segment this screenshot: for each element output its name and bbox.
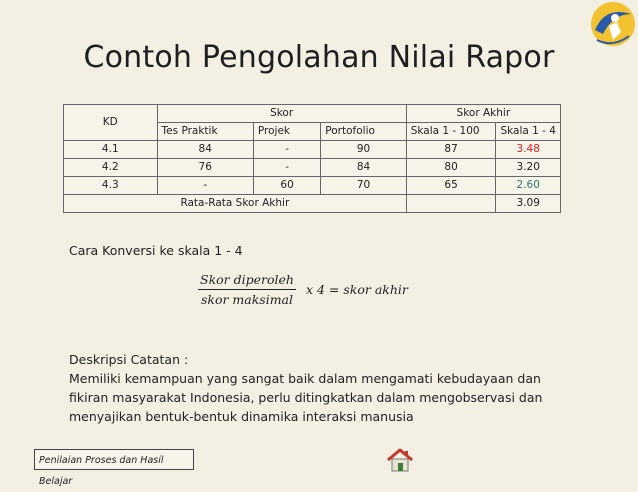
formula-rhs: x 4 = skor akhir xyxy=(305,282,408,297)
home-icon[interactable] xyxy=(385,447,415,473)
cell-projek: - xyxy=(253,141,320,159)
description xyxy=(69,350,589,426)
formula-numerator: Skor diperoleh xyxy=(198,272,296,290)
header-skor-akhir: Skor Akhir xyxy=(406,105,560,123)
cell-kd: 4.1 xyxy=(64,141,158,159)
cell-kd: 4.2 xyxy=(64,159,158,177)
average-row xyxy=(64,195,561,213)
table-row xyxy=(64,159,561,177)
cell-skala-4: 3.48 xyxy=(496,141,561,159)
cell-portofolio: 70 xyxy=(321,177,406,195)
formula-fraction xyxy=(198,272,296,307)
footer-label: Penilaian Proses dan Hasil Belajar xyxy=(34,449,194,470)
header-skala-4: Skala 1 - 4 xyxy=(496,123,561,141)
page-title: Contoh Pengolahan Nilai Rapor xyxy=(83,40,555,75)
cell-skala-100: 65 xyxy=(406,177,496,195)
cell-projek: - xyxy=(253,159,320,177)
table-row xyxy=(64,141,561,159)
cell-skala-4: 2.60 xyxy=(496,177,561,195)
header-skor: Skor xyxy=(157,105,406,123)
header-tes-praktik: Tes Praktik xyxy=(157,123,253,141)
formula-denominator: skor maksimal xyxy=(200,292,294,307)
header-portofolio: Portofolio xyxy=(321,123,406,141)
description-line: Memiliki kemampuan yang sangat baik dalam mengamati kebudayaan dan xyxy=(69,371,541,386)
cell-kd: 4.3 xyxy=(64,177,158,195)
conversion-formula xyxy=(198,272,408,307)
header-kd: KD xyxy=(64,105,158,141)
cell-tes-praktik: 76 xyxy=(157,159,253,177)
average-skala-100 xyxy=(406,195,496,213)
average-skala-4: 3.09 xyxy=(496,195,561,213)
cell-tes-praktik: 84 xyxy=(157,141,253,159)
cell-skala-100: 87 xyxy=(406,141,496,159)
table-row xyxy=(64,177,561,195)
description-line: fikiran masyarakat Indonesia, perlu ditingkatkan dalam mengobservasi dan xyxy=(69,390,543,405)
header-skala-100: Skala 1 - 100 xyxy=(406,123,496,141)
cell-projek: 60 xyxy=(253,177,320,195)
average-label: Rata-Rata Skor Akhir xyxy=(64,195,407,213)
cell-tes-praktik: - xyxy=(157,177,253,195)
cell-skala-4: 3.20 xyxy=(496,159,561,177)
cell-portofolio: 84 xyxy=(321,159,406,177)
score-table xyxy=(63,104,561,213)
description-line: menyajikan bentuk-bentuk dinamika interaksi manusia xyxy=(69,409,414,424)
kurikulum-logo-icon xyxy=(583,0,638,52)
description-heading: Deskripsi Catatan : xyxy=(69,352,189,367)
header-projek: Projek xyxy=(253,123,320,141)
conversion-label: Cara Konversi ke skala 1 - 4 xyxy=(69,243,243,258)
cell-skala-100: 80 xyxy=(406,159,496,177)
cell-portofolio: 90 xyxy=(321,141,406,159)
